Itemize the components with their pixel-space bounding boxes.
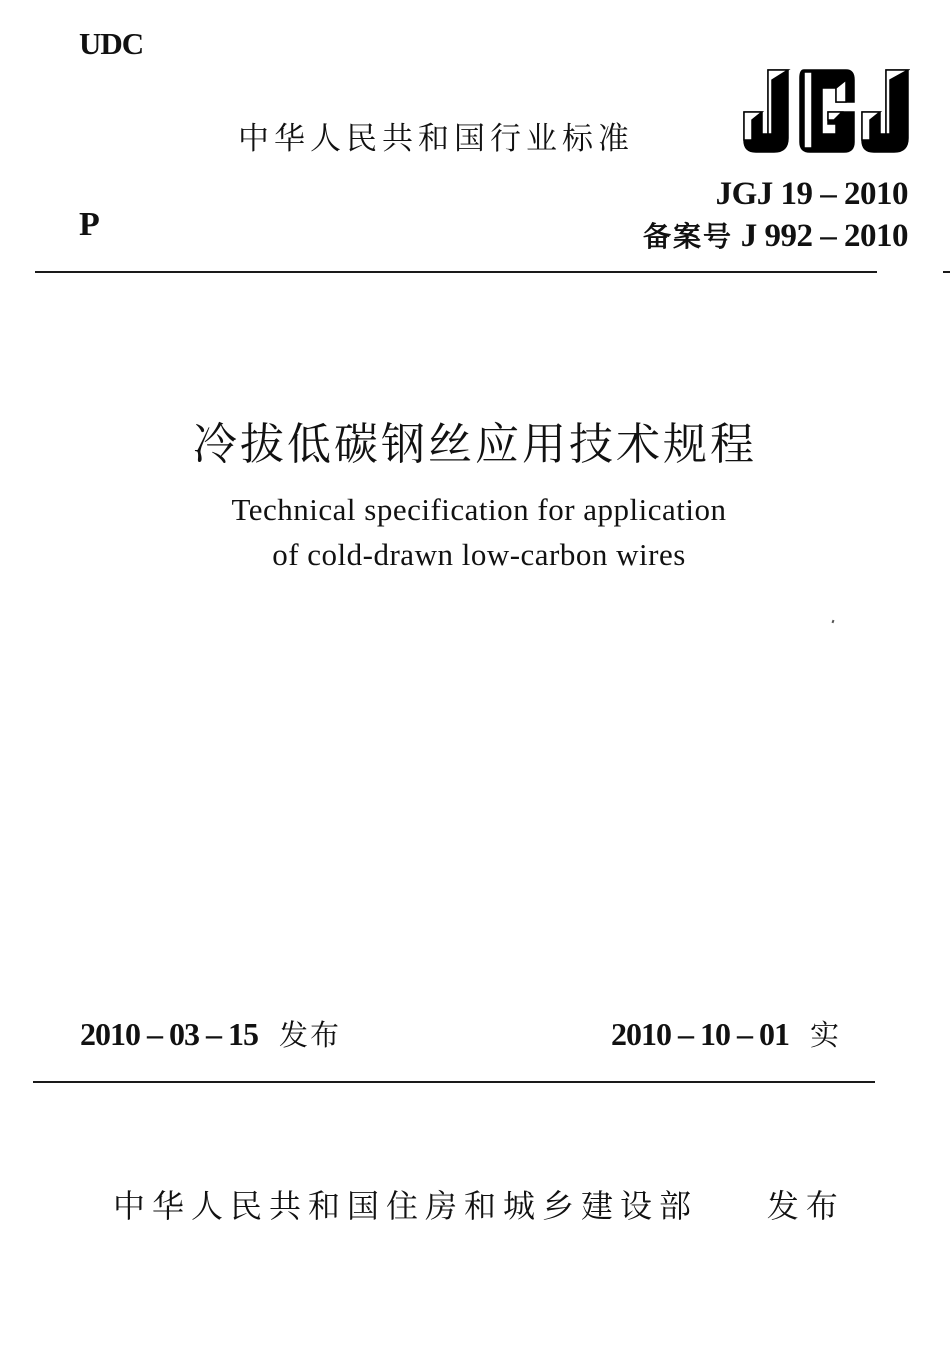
publisher: 中华人民共和国住房和城乡建设部 发布	[113, 1187, 845, 1225]
issue-date-value: 2010 – 03 – 15	[80, 1016, 279, 1052]
record-number-value: J 992 – 2010	[733, 218, 908, 254]
issue-label: 发布	[279, 1018, 342, 1052]
classification-code: P	[79, 206, 100, 243]
top-divider	[35, 271, 877, 273]
top-divider-tick	[943, 271, 950, 273]
title-chinese: 冷拔低碳钢丝应用技术规程	[193, 419, 757, 470]
industry-standard-title: 中华人民共和国行业标准	[238, 121, 634, 157]
standard-number: JGJ 19 – 2010	[715, 176, 908, 212]
record-number	[643, 215, 908, 255]
implementation-label: 实	[810, 1018, 842, 1052]
title-english-line-2: of cold-drawn low-carbon wires	[272, 537, 686, 572]
bottom-divider	[33, 1081, 875, 1083]
title-english-line-1: Technical specification for application	[231, 492, 727, 527]
issue-date	[80, 1013, 341, 1054]
udc-label: UDC	[79, 26, 144, 61]
implementation-date-value: 2010 – 10 – 01	[611, 1016, 810, 1052]
implementation-date	[611, 1013, 841, 1054]
scan-speck	[832, 620, 835, 624]
jgj-logo-icon	[742, 68, 910, 154]
record-number-label: 备案号	[642, 220, 733, 253]
